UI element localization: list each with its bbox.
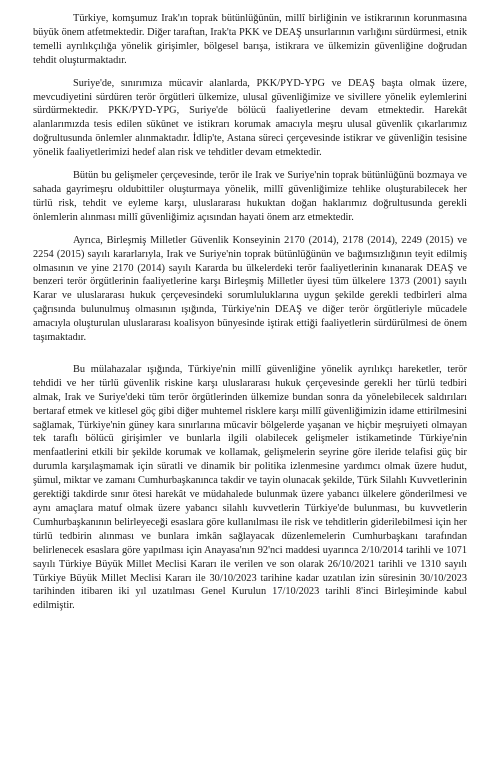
paragraph-un-resolutions: Ayrıca, Birleşmiş Milletler Güvenlik Konseyinin 2170 (2014), 2178 (2014), 2249 (2015) ve 2254 (2015) sayılı kararlarıyla, Irak ve Suriye'nin toprak bütünlüğünün ve bağımsızlığının teyit edilmiş olmasının ve yine 2170 (2014) sayılı Kararda bu ülkelerdeki terör faaliyetlerinin kınanarak DEAŞ ve benzeri terör örgütlerinin faaliyetlerine karşı Birleşmiş Milletler üyesi tüm ülkelere 1373 (2001) sayılı Karar ve uluslararası hukuk çerçevesindeki sorumluluklarına uygun şekilde gerekli tedbirleri alma çağrısında bulunulmuş olmasının ışığında, Türkiye'nin DEAŞ ve diğer terör örgütleriyle mücadele amacıyla oluşturulan uluslararası koalisyon bünyesinde iştirak ettiği faaliyetlerin sürdürülmesi de önem taşımaktadır. [33,234,467,344]
document-body [33,12,467,613]
paragraph-spacer [33,225,467,234]
paragraph-spacer [33,68,467,77]
paragraph-spacer [33,160,467,169]
paragraph-syria: Suriye'de, sınırımıza mücavir alanlarda, PKK/PYD-YPG ve DEAŞ başta olmak üzere, mevcudiyetini sürdüren terör örgütleri ülkemize, ulusal güvenliğimize ve sivillere yönelik eylemlerini sürdürmektedir. PKK/PYD-YPG, Suriye'de bölücü faaliyetlerine devam etmektedir. Harekât alanlarımızda tesis edilen sükûnet ve istikrarı korumak amacıyla meşru ulusal güvenlik çıkarlarımız doğrultusunda önlemler alınmaktadır. İdlip'te, Astana süreci çerçevesinde istikrar ve güvenliğin tesisine yönelik faaliyetlerimizi hedef alan risk ve tehditler devam etmektedir. [33,77,467,159]
paragraph-measures: Bütün bu gelişmeler çerçevesinde, terör ile Irak ve Suriye'nin toprak bütünlüğünü bozmaya ve sahada gayrimeşru oldubittiler oluşturmaya yönelik, millî güvenliğimize tehlike oluşturabilecek her türlü risk, tehdit ve eyleme karşı, uluslararası hukuktan doğan haklarımız doğrultusunda gerekli önlemlerin alınması millî güvenliğimiz açısından hayati önem arz etmektedir. [33,170,467,223]
paragraph-spacer [33,345,467,363]
paragraph-decision: Bu mülahazalar ışığında, Türkiye'nin millî güvenliğine yönelik ayrılıkçı hareketler, terör tehdidi ve her türlü güvenlik riskine karşı uluslararası hukuk çerçevesinde gerekli her türlü tedbiri almak, Irak ve Suriye'deki tüm terör örgütlerinden ülkemize bundan sonra da yönelebilecek saldırıları bertaraf etmek ve kitlesel göç gibi diğer muhtemel risklere karşı millî güvenliğimizin idame ettirilmesini sağlamak, Türkiye'nin güney kara sınırlarına mücavir bölgelerde yaşanan ve hiçbir meşruiyeti olmayan tek taraflı bölücü girişimler ve bunlarla ilgili olabilecek gelişmeler istikametinde Türkiye'nin menfaatlerini etkili bir şekilde korumak ve kollamak, gelişmelerin seyrine göre ileride telafisi güç bir durumla karşılaşmamak için süratli ve dinamik bir politika izlenmesine yardımcı olmak üzere hudut, şümul, miktar ve zamanı Cumhurbaşkanınca takdir ve tayin olunacak şekilde, Türk Silahlı Kuvvetlerinin gerektiği takdirde sınır ötesi harekât ve müdahalede bulunmak üzere yabancı ülkelere gönderilmesi ve aynı amaçlara matuf olmak üzere yabancı silahlı kuvvetlerin Türkiye'de bulunması, bu kuvvetlerin Cumhurbaşkanının belirleyeceği esaslara göre kullanılması ile risk ve tehditlerin giderilebilmesi için her türlü tedbirin alınması ve bunlara imkân sağlayacak düzenlemelerin Cumhurbaşkanı tarafından belirlenecek esaslara göre yapılması için Anayasa'nın 92'nci maddesi uyarınca 2/10/2014 tarihli ve 1071 sayılı Türkiye Büyük Millet Meclisi Kararı ile verilen ve son olarak 26/10/2021 tarihli ve 1310 sayılı Türkiye Büyük Millet Meclisi Kararı ile 30/10/2023 tarihine kadar uzatılan izin süresinin 30/10/2023 tarihinden itibaren iki yıl uzatılması Genel Kurulun 17/10/2023 tarihli 8'inci Birleşiminde kabul edilmiştir. [33,363,467,612]
paragraph-iraq: Türkiye, komşumuz Irak'ın toprak bütünlüğünün, millî birliğinin ve istikrarının korunmasına büyük önem atfetmektedir. Diğer taraftan, Irak'ta PKK ve DEAŞ unsurlarının varlığını sürdürmesi, etnik temelli ayrılıkçılığa yönelik girişimler, bölgesel barışa, istikrara ve ülkemizin güvenliğine doğrudan tehdit oluşturmaktadır. [33,13,467,66]
